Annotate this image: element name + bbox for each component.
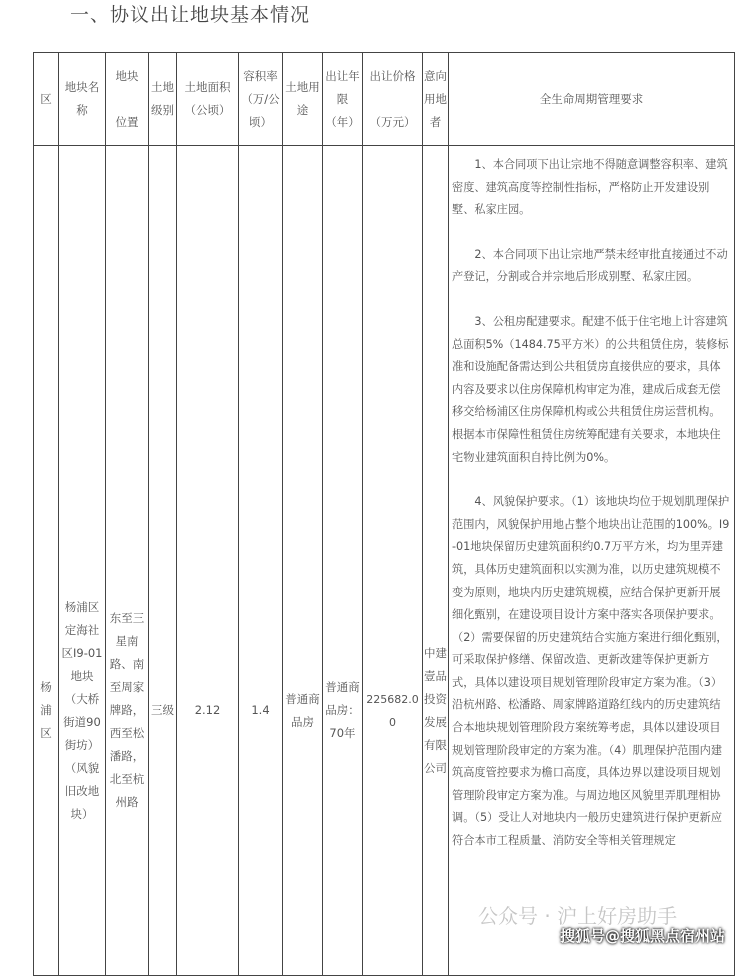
table-row: [34, 146, 735, 976]
header-far: 容积率 （万/公顷）: [239, 53, 283, 146]
cell-name: 杨浦区定海社区I9-01地块（大桥街道90街坊）（风貌旧改地块）: [59, 146, 106, 976]
header-location: 地块 位置: [106, 53, 149, 146]
requirement-2: 2、本合同项下出让宗地严禁未经审批直接通过不动产登记，分割或合并宗地后形成别墅、私家庄园。: [452, 247, 728, 284]
cell-requirements: [449, 146, 735, 976]
cell-use: 普通商品房: [283, 146, 323, 976]
cell-grade: 三级: [149, 146, 177, 976]
requirement-3: 3、公租房配建要求。配建不低于住宅地上计容建筑总面积5%（1484.75平方米）的公共租赁住房，装修标准和设施配备需达到公共租赁房直接供应的要求，具体内容及要求以住房保障机构审定为准，建成后成套无偿移交给杨浦区住房保障机构或公共租赁住房运营机构。根据本市保障性租赁住房统筹配建有关要求，本地块住宅物业建筑面积自持比例为0%。: [452, 314, 729, 464]
cell-location: 东至三星南路、南至周家牌路，西至松潘路，北至杭州路: [106, 146, 149, 976]
requirement-1: 1、本合同项下出让宗地不得随意调整容积率、建筑密度、建筑高度等控制性指标，严格防止开发建设别墅、私家庄园。: [452, 158, 728, 217]
watermark-sohu: 搜狐号@搜狐黑点宿州站: [560, 927, 726, 945]
watermark-wechat: 公众号 · 沪上好房助手: [478, 904, 678, 928]
header-grantee: 意向用地者: [423, 53, 449, 146]
header-term: 出让年限 （年）: [323, 53, 363, 146]
cell-grantee: 中建壹品投资发展有限公司: [423, 146, 449, 976]
header-requirements: 全生命周期管理要求: [449, 53, 735, 146]
cell-area: 2.12: [177, 146, 239, 976]
header-row: [34, 53, 735, 146]
header-name: 地块名称: [59, 53, 106, 146]
header-price: 出让价格 （万元）: [363, 53, 423, 146]
section-title: 一、协议出让地块基本情况: [70, 4, 311, 26]
cell-far: 1.4: [239, 146, 283, 976]
header-area: 土地面积（公顷）: [177, 53, 239, 146]
cell-price: 225682.00: [363, 146, 423, 976]
land-parcel-table: [33, 52, 735, 976]
cell-term: 普通商品房：70年: [323, 146, 363, 976]
header-use: 土地用途: [283, 53, 323, 146]
header-district: 区: [34, 53, 59, 146]
cell-district: 杨浦区: [34, 146, 59, 976]
header-grade: 土地级别: [149, 53, 177, 146]
requirement-4: 4、风貌保护要求。（1）该地块均位于规划肌理保护范围内，风貌保护用地占整个地块出让范围的100%。I9-01地块保留历史建筑面积约0.7万平方米，均为里弄建筑，具体历史建筑面积以实测为准，以历史建筑规模不变为原则，地块内历史建筑规模，应结合保护更新开展细化甄别，在建设项目设计方案中落实各项保护要求。（2）需要保留的历史建筑结合实施方案进行细化甄别，可采取保护修缮、保留改造、更新改建等保护更新方式，具体以建设项目规划管理阶段审定方案为准。（3）沿杭州路、松潘路、周家牌路道路红线内的历史建筑结合本地块规划管理阶段方案统筹考虑，具体以建设项目规划管理阶段审定的方案为准。（4）肌理保护范围内建筑高度管控要求为檐口高度，具体边界以建设项目规划管理阶段审定方案为准。与周边地区风貌里弄肌理相协调。（5）受让人对地块内一般历史建筑进行保护更新应符合本市工程质量、消防安全等相关管理规定: [452, 495, 730, 848]
